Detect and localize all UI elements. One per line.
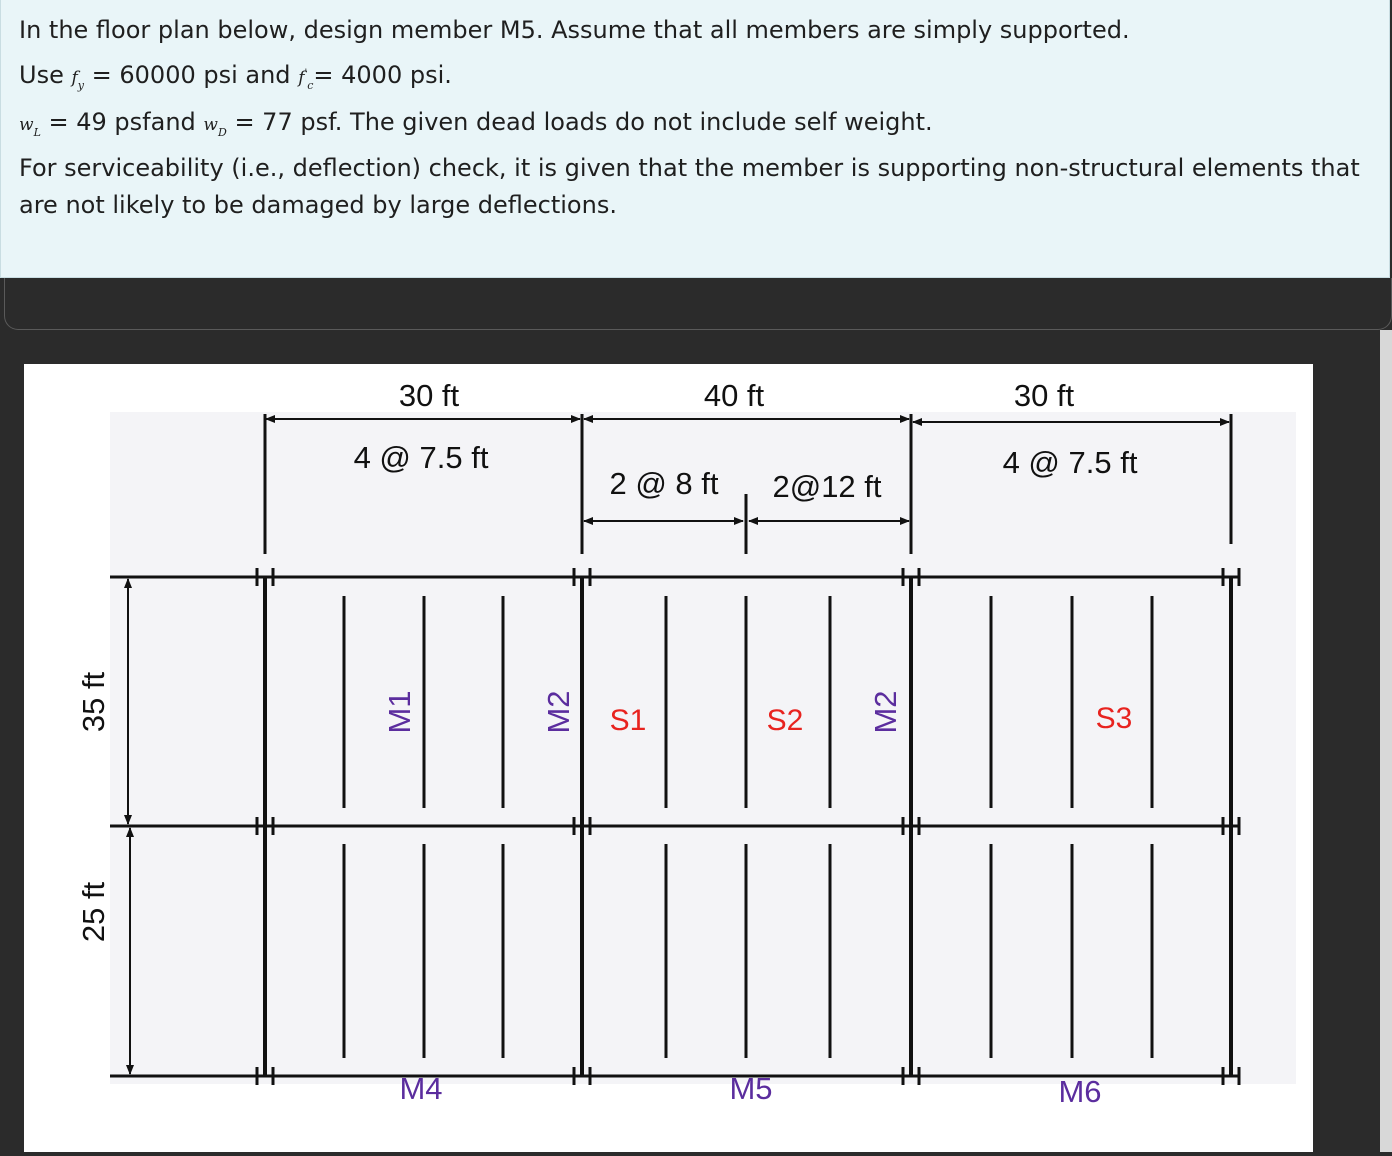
- member-label-m4: M4: [399, 1071, 443, 1106]
- wl-value: = 49 psfand: [48, 108, 196, 137]
- member-label-m2-right: M2: [868, 690, 903, 734]
- spacing-label-right: 4 @ 7.5 ft: [1002, 445, 1138, 480]
- member-label-m1: M1: [382, 690, 417, 734]
- slab-label-s1: S1: [609, 704, 647, 737]
- fc-symbol: $f'_c$: [298, 68, 314, 93]
- question-line-1: In the floor plan below, design member M5. Assume that all members are simply supported.: [19, 16, 1130, 44]
- spacing-label-mid-a: 2 @ 8 ft: [609, 466, 719, 501]
- member-label-m2-left: M2: [541, 690, 576, 734]
- spacing-label-mid-b: 2@12 ft: [772, 469, 882, 504]
- dim-label-bottom-span: 25 ft: [76, 881, 111, 943]
- fy-symbol: $f_y$: [71, 68, 84, 93]
- question-line-4: For serviceability (i.e., deflection) check, it is given that the member is supporting non-structural elements that are not likely to be damaged by large deflections.: [19, 153, 1360, 219]
- slab-label-s3: S3: [1095, 702, 1133, 735]
- dim-label-left: 30 ft: [398, 378, 460, 413]
- use-label: Use: [19, 61, 64, 90]
- fy-value: = 60000 psi and: [91, 61, 291, 90]
- plan-background: [110, 412, 1296, 1084]
- wl-symbol: $w_L$: [19, 115, 41, 140]
- member-label-m6: M6: [1058, 1074, 1102, 1109]
- wd-symbol: $w_D$: [203, 115, 227, 140]
- floor-plan-svg: [24, 364, 1313, 1152]
- question-line-3: [19, 104, 1371, 141]
- scrollbar-track[interactable]: [1380, 330, 1392, 1152]
- fc-value: = 4000 psi.: [313, 61, 452, 90]
- question-text-panel: [0, 0, 1390, 278]
- wd-value: = 77 psf. The given dead loads do not include self weight.: [234, 108, 933, 137]
- spacing-label-left: 4 @ 7.5 ft: [353, 440, 489, 475]
- dim-label-right: 30 ft: [1013, 378, 1075, 413]
- question-line-2: [19, 57, 1371, 94]
- member-label-m5: M5: [729, 1071, 773, 1106]
- panel-footer-bar: [4, 278, 1392, 330]
- floor-plan-figure: [24, 364, 1313, 1152]
- dim-label-top-span: 35 ft: [76, 671, 111, 733]
- dim-label-mid: 40 ft: [703, 378, 765, 413]
- slab-label-s2: S2: [766, 704, 804, 737]
